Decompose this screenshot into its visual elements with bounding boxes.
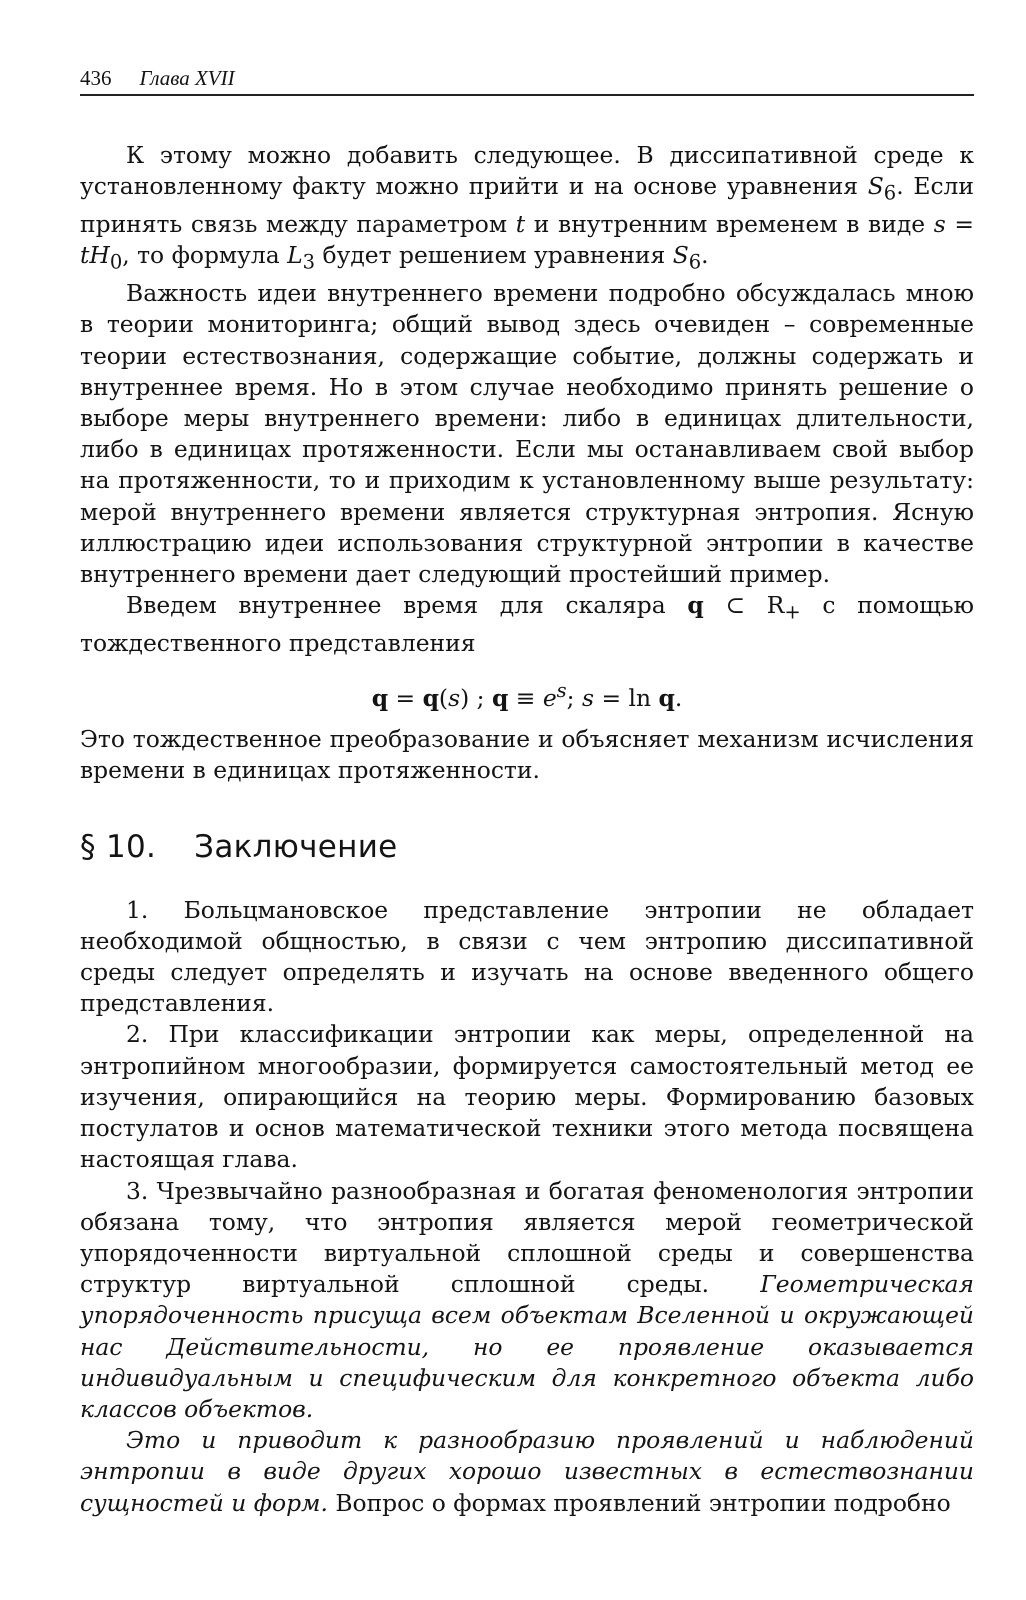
math-operator: ≡ [508, 684, 543, 713]
conclusion-item-3 [80, 1176, 974, 1426]
math-subscript: 6 [688, 250, 702, 274]
math-symbol: e [542, 684, 557, 713]
section-heading [80, 827, 974, 867]
math-operator: ( [438, 684, 449, 713]
text-run: и внутренним временем в виде [525, 210, 934, 239]
text-run: Введем внутреннее время для скаляра [126, 591, 688, 620]
math-subscript: + [784, 600, 801, 624]
math-symbol: q [491, 684, 509, 713]
math-symbol: t [515, 210, 526, 239]
math-subscript: 3 [302, 250, 316, 274]
math-expression: s = tH [80, 210, 974, 270]
math-expression: ⊂ R [703, 591, 785, 620]
text-run: 3. Чрезвычайно разнообразная и богатая феноменология энтропии обязана тому, что энтропия является мерой геометрической упорядоченности виртуальной сплошной среды и совершенства структур виртуальной сплошной среды. [80, 1176, 974, 1299]
math-operator: = [388, 684, 423, 713]
math-symbol: q [422, 684, 439, 713]
text-run: . Если принять связь между параметром [80, 172, 974, 239]
math-symbol: L [287, 241, 303, 270]
math-symbol: q [687, 591, 704, 620]
body-text [80, 140, 974, 1519]
math-subscript: 0 [109, 250, 123, 274]
paragraph-4: Это тождественное преобразование и объясняет механизм исчисления времени в единицах протяженности. [80, 725, 974, 785]
math-operator: ) ; [460, 684, 492, 713]
math-operator: = ln [594, 684, 659, 713]
math-symbol: s [448, 684, 461, 713]
running-head [80, 66, 974, 96]
math-operator: ; [566, 684, 582, 713]
paragraph-5 [80, 1425, 974, 1519]
math-symbol: q [371, 684, 389, 713]
page-number: 436 [80, 66, 112, 90]
section-number: § 10. [80, 828, 157, 865]
conclusion-item-2: 2. При классификации энтропии как меры, определенной на энтропийном многообразии, формируется самостоятельный метод ее изучения, опирающийся на теорию меры. Формированию базовых постулатов и основ математической техники этого метода посвящена настоящая глава. [80, 1020, 974, 1174]
math-operator: . [674, 684, 683, 713]
text-run: с помощью тождественного представления [80, 591, 975, 658]
text-run: будет решением уравнения [315, 241, 673, 270]
paragraph-2: Важность идеи внутреннего времени подробно обсуждалась мною в теории мониторинга; общий вывод здесь очевиден – современные теории естествознания, содержащие событие, должны содержать и внутреннее время. Но в этом случае необходимо принять решение о выборе меры внутреннего времени: либо в единицах длительности, либо в единицах протяженности. Если мы останавливаем свой выбор на протяженности, то и приходим к установленному выше результату: мерой внутреннего времени является структурная энтропия. Ясную иллюстрацию идеи использования структурной энтропии в качестве внутреннего времени дает следующий простейший пример. [80, 279, 974, 588]
emphasized-text: Геометрическая упорядоченность присуща всем объектам Вселенной и окружающей нас Действительности, но ее проявление оказывается индивидуальным и специфическим для конкретного объекта либо классов объектов. [80, 1270, 974, 1423]
emphasized-text: Это и приводит к разнообразию проявлений и наблюдений энтропии в виде других хорошо известных в естествознании сущностей и форм. [80, 1426, 974, 1517]
section-title: Заключение [194, 828, 398, 865]
paragraph-1 [80, 140, 974, 278]
math-symbol: S [867, 172, 884, 201]
math-symbol: q [658, 684, 675, 713]
chapter-title: Глава XVII [139, 66, 235, 90]
math-symbol: s [582, 684, 595, 713]
math-symbol: S [672, 241, 689, 270]
math-superscript: s [556, 679, 567, 703]
math-subscript: 6 [883, 181, 897, 205]
paragraph-3 [80, 590, 974, 659]
text-run: , то формула [122, 241, 288, 270]
formula [80, 675, 974, 714]
text-run: . [701, 241, 709, 270]
text-run: К этому можно добавить следующее. В диссипативной среде к установленному факту можно прийти и на основе уравнения [80, 141, 974, 201]
text-run: Вопрос о формах проявлений энтропии подробно [327, 1488, 951, 1517]
conclusion-item-1: 1. Больцмановское представление энтропии не обладает необходимой общностью, в связи с чем энтропию диссипативной среды следует определять и изучать на основе введенного общего представления. [80, 895, 974, 1018]
